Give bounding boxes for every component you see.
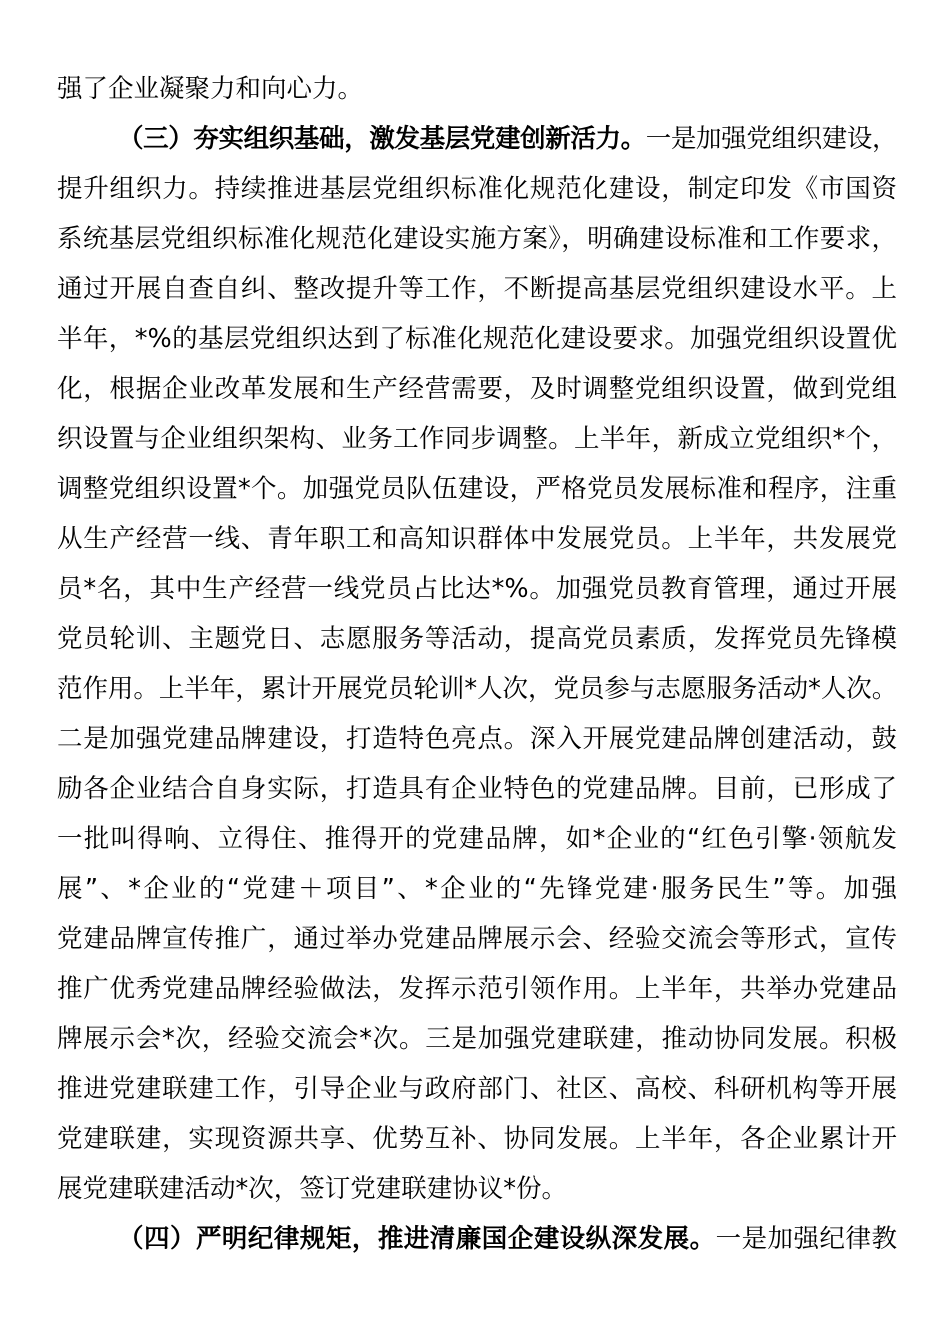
text-line: 范作用。上半年，累计开展党员轮训*人次，党员参与志愿服务活动*人次。 — [57, 674, 897, 704]
text-line: 党建品牌宣传推广，通过举办党建品牌展示会、经验交流会等形式，宣传 — [57, 924, 897, 954]
text-span: 一是加强纪律教 — [715, 1224, 897, 1254]
text-line: 推进党建联建工作，引导企业与政府部门、社区、高校、科研机构等开展 — [57, 1074, 897, 1104]
text-line: 党建联建，实现资源共享、优势互补、协同发展。上半年，各企业累计开 — [57, 1124, 897, 1154]
text-line: 展党建联建活动*次，签订党建联建协议*份。 — [57, 1174, 568, 1204]
text-line: 系统基层党组织标准化规范化建设实施方案》，明确建设标准和工作要求， — [57, 224, 897, 254]
text-line: 半年，*%的基层党组织达到了标准化规范化建设要求。加强党组织设置优 — [57, 324, 897, 354]
text-span: 一是加强党组织建设， — [645, 124, 897, 154]
section-heading-line — [118, 114, 897, 164]
text-line: 牌展示会*次，经验交流会*次。三是加强党建联建，推动协同发展。积极 — [57, 1024, 897, 1054]
text-line: 一批叫得响、立得住、推得开的党建品牌，如*企业的“红色引擎·领航发 — [57, 824, 897, 854]
text-line: 展”、*企业的“党建＋项目”、*企业的“先锋党建·服务民生”等。加强 — [57, 874, 897, 904]
text-line: 从生产经营一线、青年职工和高知识群体中发展党员。上半年，共发展党 — [57, 524, 897, 554]
text-line: 提升组织力。持续推进基层党组织标准化规范化建设，制定印发《市国资 — [57, 174, 897, 204]
section-heading: （四）严明纪律规矩，推进清廉国企建设纵深发展。 — [118, 1224, 716, 1254]
section-heading: （三）夯实组织基础，激发基层党建创新活力。 — [118, 124, 646, 154]
section-heading-line — [118, 1214, 897, 1264]
text-line: 二是加强党建品牌建设，打造特色亮点。深入开展党建品牌创建活动，鼓 — [57, 724, 897, 754]
text-line: 励各企业结合自身实际，打造具有企业特色的党建品牌。目前，已形成了 — [57, 774, 897, 804]
text-line: 织设置与企业组织架构、业务工作同步调整。上半年，新成立党组织*个， — [57, 424, 897, 454]
text-line: 推广优秀党建品牌经验做法，发挥示范引领作用。上半年，共举办党建品 — [57, 974, 897, 1004]
text-line: 通过开展自查自纠、整改提升等工作，不断提高基层党组织建设水平。上 — [57, 274, 897, 304]
text-line: 化，根据企业改革发展和生产经营需要，及时调整党组织设置，做到党组 — [57, 374, 897, 404]
text-line: 员*名，其中生产经营一线党员占比达*%。加强党员教育管理，通过开展 — [57, 574, 897, 604]
text-line: 调整党组织设置*个。加强党员队伍建设，严格党员发展标准和程序，注重 — [57, 474, 897, 504]
text-line: 强了企业凝聚力和向心力。 — [57, 74, 364, 104]
text-line: 党员轮训、主题党日、志愿服务等活动，提高党员素质，发挥党员先锋模 — [57, 624, 897, 654]
